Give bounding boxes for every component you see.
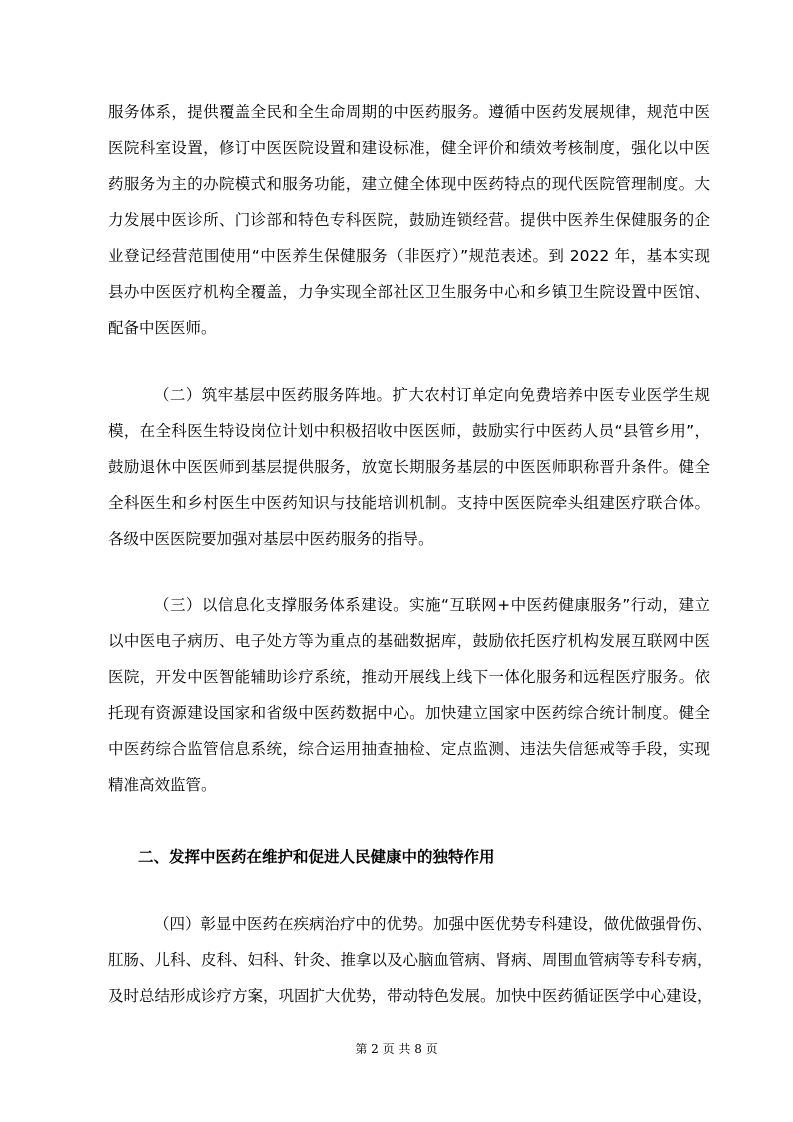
text-line: 县办中医医疗机构全覆盖，力争实现全部社区卫生服务中心和乡镇卫生院设置中医馆、 [108, 283, 710, 301]
text-line: 医院，开发中医智能辅助诊疗系统，推动开展线上线下一体化服务和远程医疗服务。依 [108, 668, 710, 686]
text-line: 服务体系，提供覆盖全民和全生命周期的中医药服务。遵循中医药发展规律，规范中医 [108, 103, 710, 121]
text-line: 力发展中医诊所、门诊部和特色专科医院，鼓励连锁经营。提供中医养生保健服务的企 [108, 211, 710, 229]
text-line: 各级中医医院要加强对基层中医药服务的指导。 [108, 530, 434, 548]
text-line: 鼓励退休中医医师到基层提供服务，放宽长期服务基层的中医医师职称晋升条件。健全 [108, 458, 710, 476]
text-line: 业登记经营范围使用“中医养生保健服务（非医疗）”规范表述。到 2022 年，基本实现 [108, 247, 710, 265]
text-line: 中医药综合监管信息系统，综合运用抽查抽检、定点监测、违法失信惩戒等手段，实现 [108, 740, 710, 758]
paragraph-item-2 [108, 377, 710, 557]
text-line: 精准高效监管。 [108, 776, 217, 794]
text-line: （二）筑牢基层中医药服务阵地。扩大农村订单定向免费培养中医专业医学生规 [154, 386, 710, 404]
text-line: 及时总结形成诊疗方案，巩固扩大优势，带动特色发展。加快中医药循证医学中心建设， [108, 987, 713, 1005]
text-line: 肛肠、儿科、皮科、妇科、针灸、推拿以及心脑血管病、肾病、周围血管病等专科专病， [108, 951, 713, 969]
paragraph-item-3 [108, 587, 710, 803]
text-line: 全科医生和乡村医生中医药知识与技能培训机制。支持中医医院牵头组建医疗联合体。 [108, 494, 710, 512]
text-line: 药服务为主的办院模式和服务功能，建立健全体现中医药特点的现代医院管理制度。大 [108, 175, 710, 193]
text-line: 配备中医医师。 [108, 319, 217, 337]
text-line: 模，在全科医生特设岗位计划中积极招收中医医师，鼓励实行中医药人员“县管乡用”， [108, 422, 710, 440]
paragraph-service-system [108, 94, 710, 346]
text-line: （四）彰显中医药在疾病治疗中的优势。加强中医优势专科建设，做优做强骨伤、 [154, 915, 713, 933]
paragraph-item-4 [108, 906, 713, 1014]
section-heading: 二、发挥中医药在维护和促进人民健康中的独特作用 [138, 848, 495, 866]
text-line: 医院科室设置，修订中医医院设置和建设标准，健全评价和绩效考核制度，强化以中医 [108, 139, 710, 157]
text-line: （三）以信息化支撑服务体系建设。实施“互联网+中医药健康服务”行动，建立 [154, 596, 710, 614]
text-line: 托现有资源建设国家和省级中医药数据中心。加快建立国家中医药综合统计制度。健全 [108, 704, 710, 722]
page-footer: 第 2 页 共 8 页 [355, 1042, 438, 1056]
text-line: 以中医电子病历、电子处方等为重点的基础数据库，鼓励依托医疗机构发展互联网中医 [108, 632, 710, 650]
